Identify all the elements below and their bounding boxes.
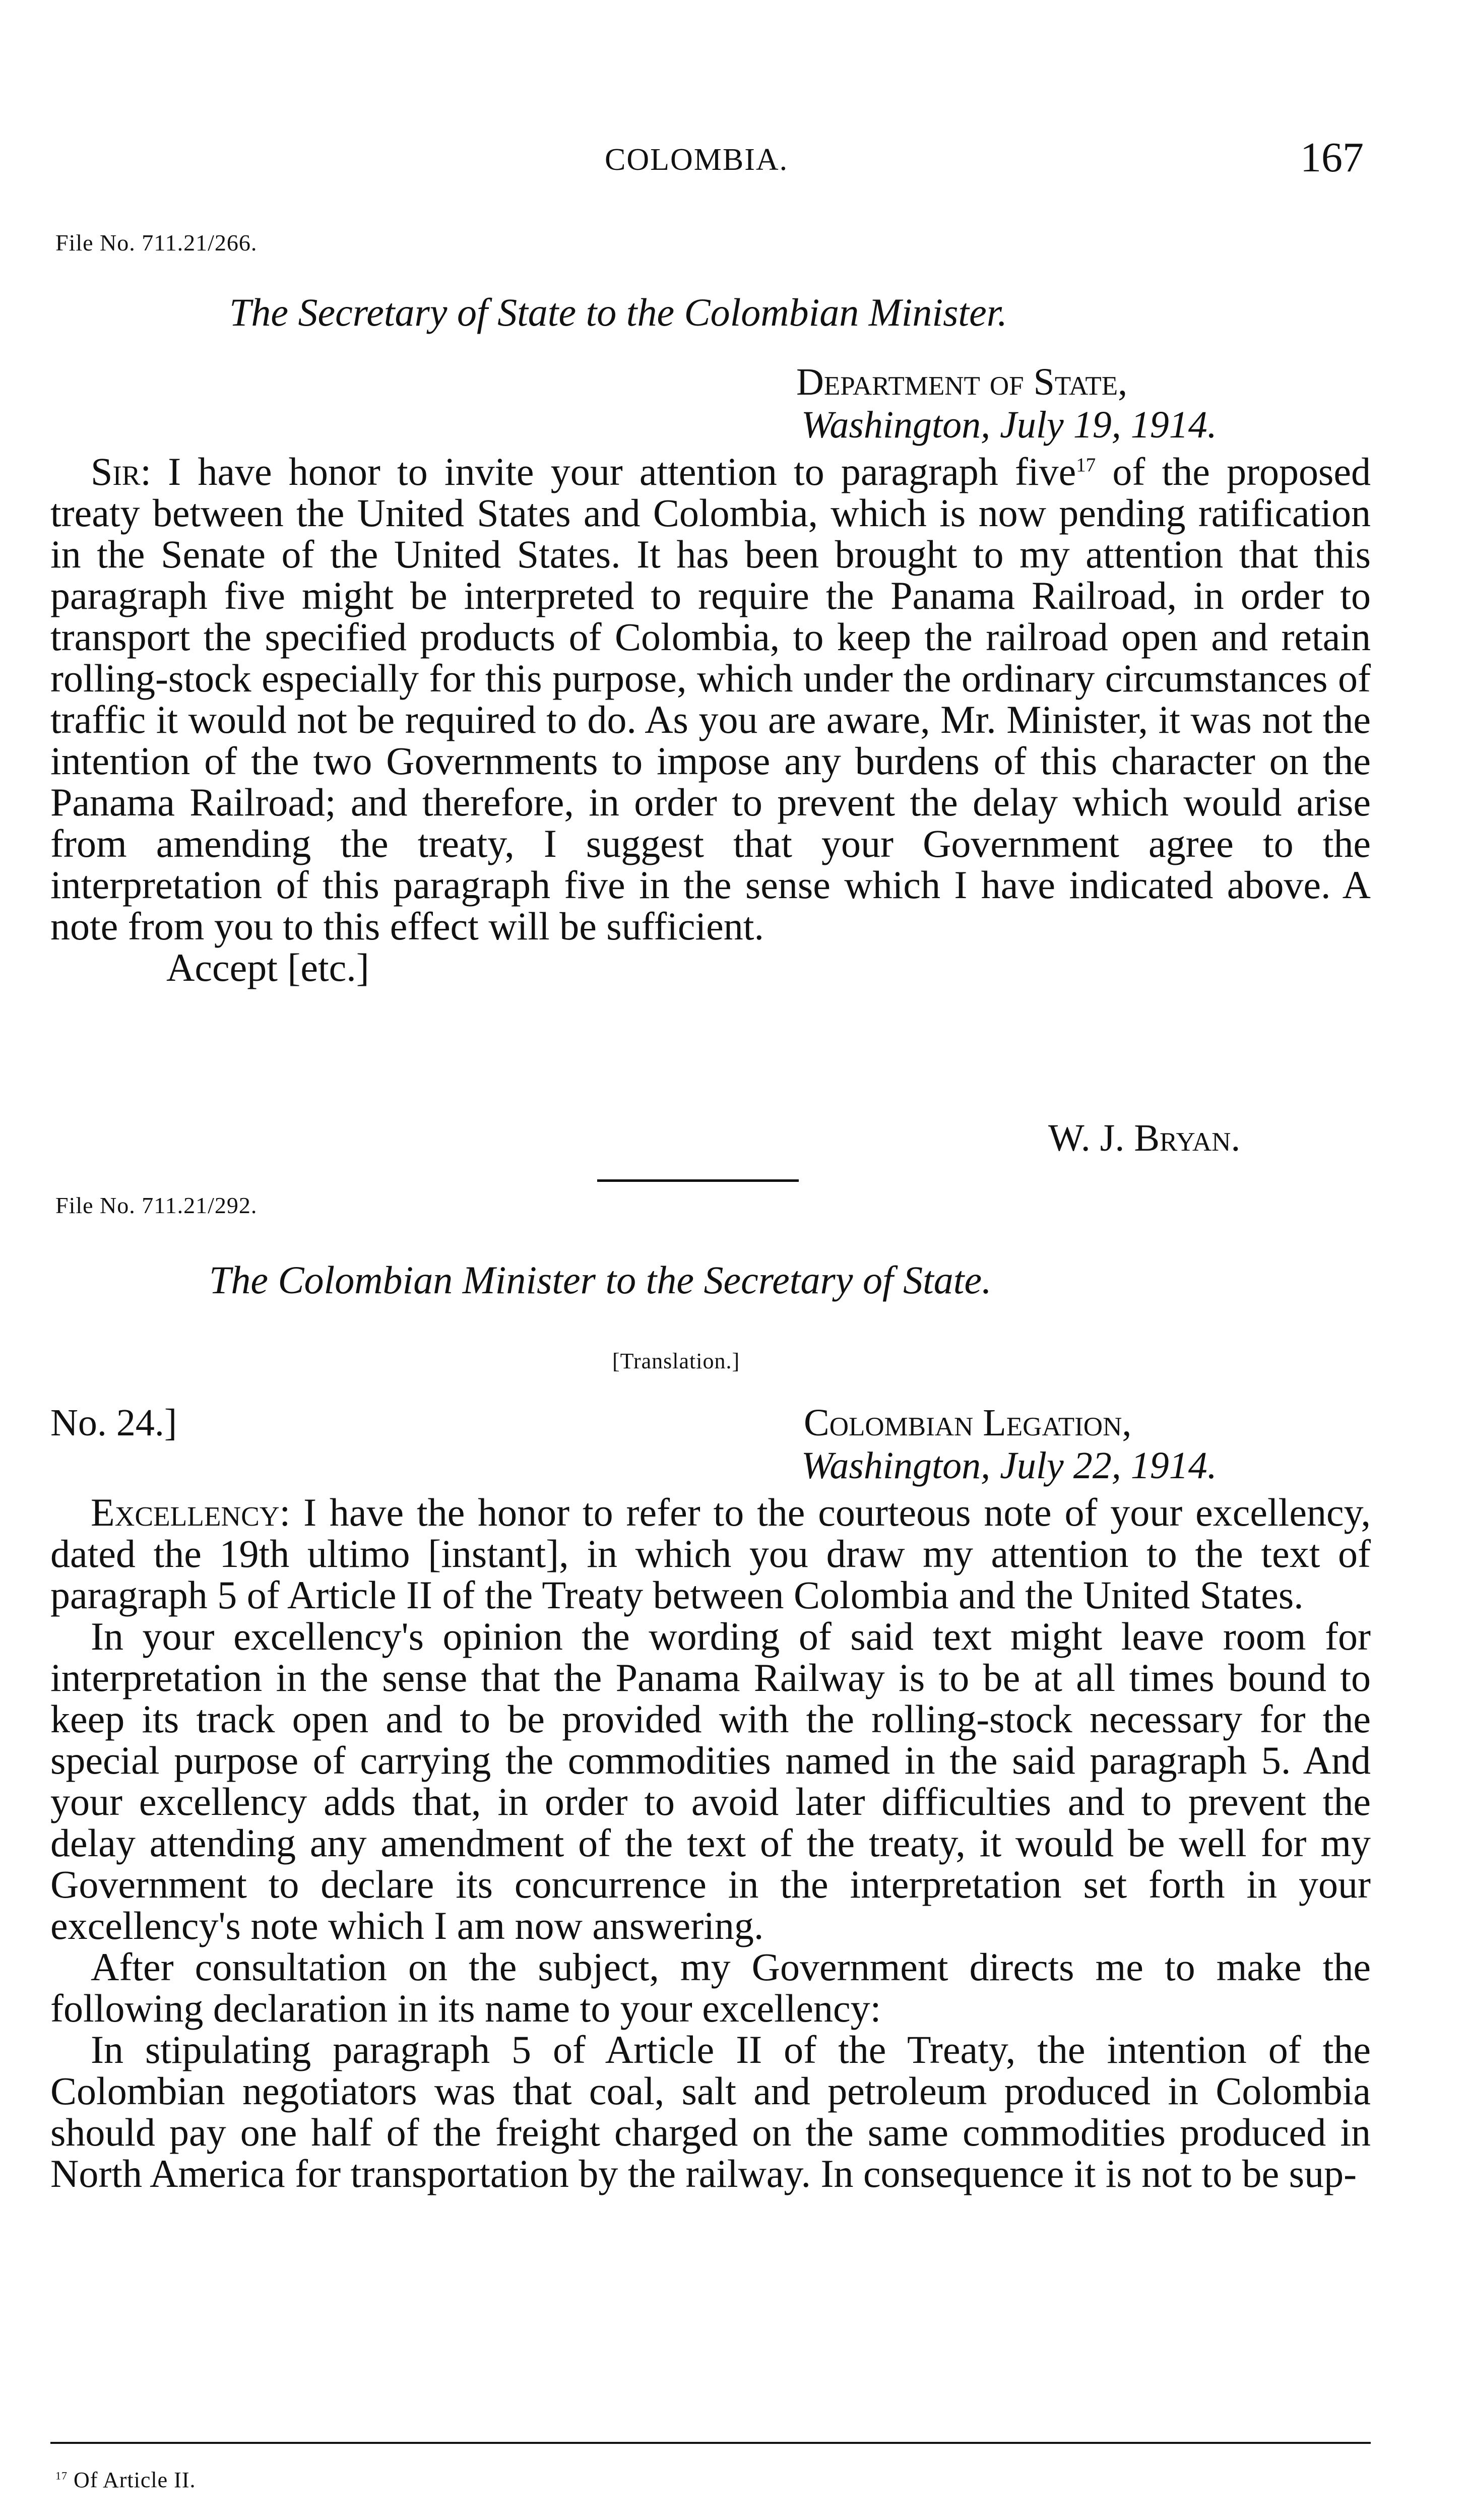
- footnote-mark: 17: [55, 2469, 68, 2482]
- file-number: File No. 711.21/292.: [55, 1192, 258, 1218]
- salutation: Sir:: [91, 450, 152, 493]
- place-date: Washington, July 22, 1914.: [801, 1444, 1217, 1487]
- paragraph: After consultation on the subject, my Government directs me to make the following declaration in its name to your excellency:: [50, 1945, 1371, 2030]
- paragraph: In stipulating paragraph 5 of Article II of the Treaty, the intention of the Colombian negotiators was that coal, salt and petroleum produced in Colombia should pay one half of the freight charged on the same commodities produced in North America for transportation by the railway. In consequence it is not to be sup-: [50, 2028, 1371, 2195]
- body-text-a: I have honor to invite your attention to paragraph five: [168, 450, 1076, 493]
- section-divider: [597, 1179, 799, 1182]
- sender-department: Department of State,: [796, 361, 1128, 403]
- letter-body: [50, 451, 1371, 988]
- place-date: Washington, July 19, 1914.: [801, 404, 1217, 446]
- running-title: COLOMBIA.: [605, 143, 789, 177]
- footnote: [55, 2467, 196, 2493]
- body-text-b: of the proposed treaty between the United States and Colombia, which is now pending ratification in the Senate of the United States. It has been brought to my attention that this paragraph five might be interpreted to require the Panama Railroad, in order to transport the specified products of Colombia, to keep the railroad open and retain rolling-stock especially for this purpose, which under the ordinary circumstances of traffic it would not be required to do. As you are aware, Mr. Minister, it was not the intention of the two Governments to impose any burdens of this character on the Panama Railroad; and therefore, in order to prevent the delay which would arise from amending the treaty, I suggest that your Government agree to the interpretation of this paragraph five in the sense which I have indicated above. A note from you to this effect will be sufficient.: [50, 450, 1371, 948]
- footnote-reference: 17: [1076, 454, 1096, 476]
- sender-legation: Colombian Legation,: [804, 1402, 1132, 1444]
- signature: W. J. Bryan.: [1048, 1117, 1241, 1159]
- file-number: File No. 711.21/266.: [55, 230, 258, 256]
- closing: Accept [etc.]: [166, 946, 369, 989]
- letter-body: [50, 1492, 1371, 2194]
- letter-number: No. 24.]: [50, 1402, 177, 1444]
- footnote-text: Of Article II.: [74, 2468, 196, 2492]
- translation-note: [Translation.]: [612, 1349, 740, 1373]
- letter-title: The Colombian Minister to the Secretary of State.: [209, 1258, 992, 1302]
- paragraph: In your excellency's opinion the wording of said text might leave room for interpretation in the sense that the Panama Railway is to be at all times bound to keep its track open and to be provided with the rolling-stock necessary for the special purpose of carrying the commodities named in the said paragraph 5. And your excellency adds that, in order to avoid later difficulties and to prevent the delay attending any amendment of the text of the treaty, it would be well for my Government to declare its concurrence in the interpretation set forth in your excellency's note which I am now answering.: [50, 1614, 1371, 1947]
- letter-title: The Secretary of State to the Colombian Minister.: [229, 290, 1007, 334]
- footnote-rule: [50, 2442, 1371, 2444]
- paragraph: I have the honor to refer to the courteous note of your excellency, dated the 19th ultimo [instant], in which you draw my attention to the text of paragraph 5 of Article II of the Treaty between Colombia and the United States.: [50, 1490, 1371, 1617]
- page-number: 167: [1300, 134, 1364, 181]
- salutation: Excellency:: [91, 1490, 291, 1534]
